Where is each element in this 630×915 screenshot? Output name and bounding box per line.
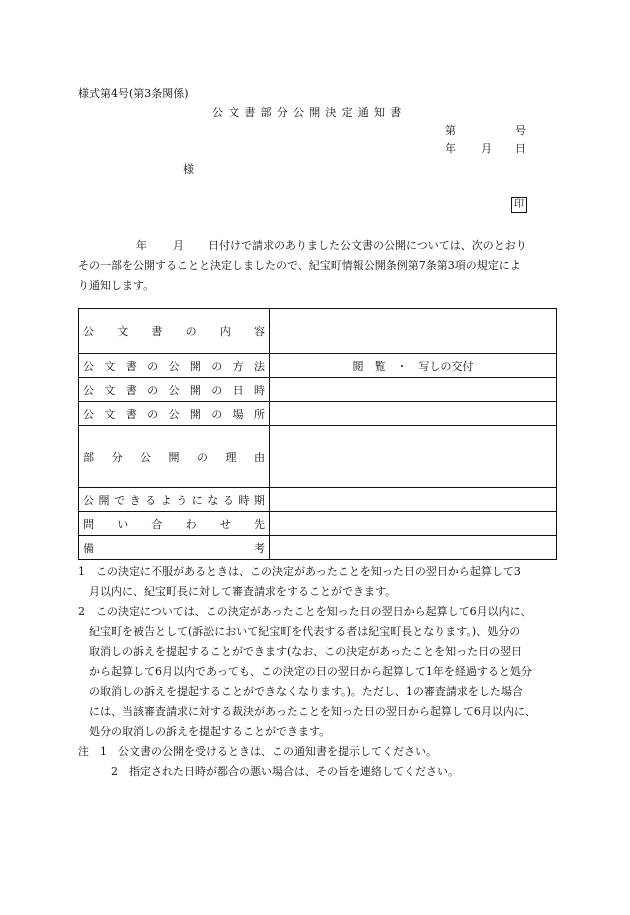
note-line: 月以内に、紀宝町長に対して審査請求をすることができます。	[78, 585, 397, 598]
label-char: き	[129, 493, 141, 507]
label-char: の	[147, 359, 159, 373]
label-char: 日	[232, 383, 244, 397]
label-char: 書	[125, 383, 137, 397]
document-title: 公文書部分公開決定通知書	[212, 106, 407, 119]
label-char: 公	[83, 383, 94, 397]
label-char: 開	[189, 383, 201, 397]
row-value	[270, 309, 557, 354]
notes-section	[78, 562, 558, 782]
label-char: る	[222, 493, 234, 507]
label-char: で	[114, 493, 126, 507]
label-char: 時	[238, 493, 250, 507]
label-char: 備	[83, 541, 94, 555]
label-char: 内	[219, 325, 231, 338]
note-line: 注 1 公文書の公開を受けるときは、この通知書を提示してください。	[78, 745, 437, 758]
note-line: の取消しの訴えを提起することができなくなります。)。ただし、1の審査請求をした場合	[78, 685, 523, 698]
intro-line-1	[78, 236, 554, 256]
note-line: 処分の取消しの訴えを提起することができます。	[78, 725, 331, 738]
row-label	[79, 354, 270, 378]
label-char: の	[211, 359, 223, 373]
row-label	[79, 426, 270, 488]
row-label	[79, 488, 270, 512]
table-row	[79, 354, 557, 378]
label-char: 文	[117, 325, 129, 338]
intro-month: 月	[173, 239, 184, 252]
label-char: 公	[83, 407, 94, 421]
row-label	[79, 512, 270, 536]
label-char: 容	[253, 325, 265, 338]
label-char: の	[211, 383, 223, 397]
label-char: 考	[254, 541, 265, 555]
label-char: せ	[219, 517, 231, 531]
row-value	[270, 512, 557, 536]
label-char: の	[147, 407, 159, 421]
row-value: 閲 覧 ・ 写しの交付	[270, 354, 557, 378]
note-line: 紀宝町を被告として(訴訟において紀宝町を代表する者は紀宝町長となります。)、処分の	[78, 625, 521, 638]
number-prefix: 第	[445, 124, 456, 137]
row-label	[79, 536, 270, 560]
label-char: 公	[83, 493, 94, 507]
row-value	[270, 378, 557, 402]
row-value	[270, 402, 557, 426]
note-line: 取消しの訴えを提起することができます(なお、この決定があったことを知った日の翌日	[78, 645, 523, 658]
label-char: 公	[168, 383, 180, 397]
intro-paragraph	[78, 236, 554, 296]
label-char: の	[147, 383, 159, 397]
label-char: 書	[151, 325, 163, 338]
addressee-honorific: 様	[183, 163, 194, 176]
label-char: 書	[125, 407, 137, 421]
number-suffix: 号	[515, 124, 526, 137]
label-char: 理	[225, 450, 237, 464]
label-char: る	[145, 493, 157, 507]
label-char: 文	[104, 359, 116, 373]
label-char: 書	[125, 359, 137, 373]
label-char: 合	[151, 517, 163, 531]
label-char: 由	[254, 450, 265, 464]
label-char: 場	[232, 407, 244, 421]
label-char: わ	[185, 517, 197, 531]
label-char: 法	[254, 359, 265, 373]
row-label	[79, 402, 270, 426]
label-char: 問	[83, 517, 94, 531]
table-row	[79, 426, 557, 488]
label-char: 公	[168, 407, 180, 421]
label-char: 所	[254, 407, 265, 421]
label-char: 文	[104, 383, 116, 397]
label-char: 開	[168, 450, 180, 464]
row-label	[79, 378, 270, 402]
intro-line-2: その一部を公開することと決定しましたので、紀宝町情報公開条例第7条第3項の規定によ	[78, 259, 521, 272]
note-line: から起算して6月以内であっても、この決定の日の翌日から起算して1年を経過すると処分	[78, 665, 532, 678]
note-line: には、当該審査請求に対する裁決があったことを知った日の翌日から起算して6月以内に、	[78, 705, 536, 718]
label-char: う	[176, 493, 188, 507]
label-char: い	[117, 517, 129, 531]
seal-stamp: 印	[511, 197, 527, 213]
table-row	[79, 309, 557, 354]
row-value	[270, 426, 557, 488]
label-char: 文	[104, 407, 116, 421]
label-char: 先	[253, 517, 265, 531]
label-char: 公	[140, 450, 151, 464]
row-label	[79, 309, 270, 354]
label-char: 公	[83, 325, 94, 338]
disclosure-details-table	[78, 308, 557, 560]
label-char: に	[191, 493, 203, 507]
label-char: な	[207, 493, 219, 507]
label-char: の	[185, 325, 197, 338]
label-char: 公	[83, 359, 94, 373]
table-row	[79, 378, 557, 402]
note-line: 2 この決定については、この決定があったことを知った日の翌日から起算して6月以内に、	[78, 605, 532, 618]
table-row	[79, 512, 557, 536]
table-row	[79, 402, 557, 426]
label-char: 分	[111, 450, 123, 464]
label-char: 期	[253, 493, 265, 507]
label-char: 開	[189, 407, 201, 421]
date-month-label: 月	[481, 142, 492, 155]
table-row	[79, 536, 557, 560]
table-row	[79, 488, 557, 512]
label-char: の	[197, 450, 208, 464]
intro-year: 年	[136, 239, 147, 252]
row-value	[270, 488, 557, 512]
form-number: 様式第4号(第3条関係)	[78, 87, 189, 100]
note-line: 2 指定された日時が都合の悪い場合は、その旨を連絡してください。	[78, 765, 459, 778]
label-char: の	[211, 407, 223, 421]
label-char: 開	[98, 493, 110, 507]
date-year-label: 年	[445, 142, 456, 155]
label-char: 方	[232, 359, 244, 373]
label-char: よ	[160, 493, 172, 507]
label-char: 部	[83, 450, 94, 464]
label-char: 開	[189, 359, 201, 373]
row-value	[270, 536, 557, 560]
note-line: 1 この決定に不服があるときは、この決定があったことを知った日の翌日から起算して3	[78, 565, 521, 578]
date-day-label: 日	[515, 142, 526, 155]
intro-rest: 日付けで請求のありました公文書の公開については、次のとおり	[208, 239, 527, 252]
intro-line-3: り通知します。	[78, 279, 155, 292]
label-char: 公	[168, 359, 180, 373]
label-char: 時	[254, 383, 265, 397]
